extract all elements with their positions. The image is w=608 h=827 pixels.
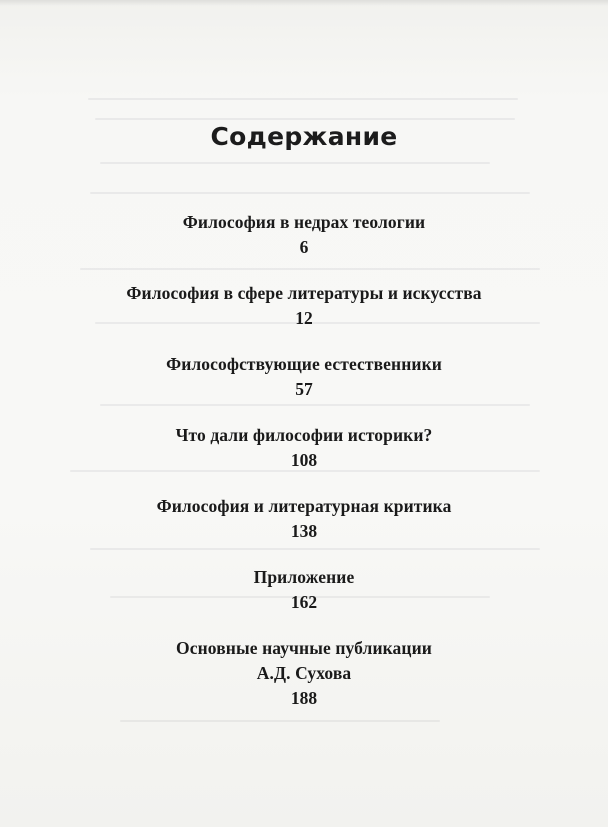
toc-entry-title: Философия в сфере литературы и искусства (126, 283, 482, 303)
toc-entry (0, 210, 608, 260)
toc-entry-subtitle: А.Д. Сухова (256, 663, 352, 683)
toc-entry (0, 636, 608, 711)
bleed-through-line (88, 98, 518, 100)
toc-entry-title: Философствующие естественники (166, 354, 442, 374)
bleed-through-line (90, 192, 530, 194)
contents-heading: Содержание (210, 122, 398, 151)
toc-entry-page: 138 (290, 521, 318, 541)
table-of-contents (0, 210, 608, 732)
toc-entry (0, 494, 608, 544)
toc-entry-page: 162 (290, 592, 318, 612)
toc-entry (0, 423, 608, 473)
toc-entry-page: 108 (290, 450, 318, 470)
toc-entry-title: Что дали философии историки? (175, 425, 433, 445)
bleed-through-line (100, 162, 490, 164)
toc-entry-title: Приложение (253, 567, 355, 587)
toc-entry-page: 12 (295, 308, 313, 328)
toc-entry-page: 57 (295, 379, 313, 399)
toc-entry (0, 352, 608, 402)
toc-entry-page: 188 (290, 688, 318, 708)
toc-entry-title: Основные научные публикации (176, 638, 432, 658)
toc-entry-title: Философия и литературная критика (156, 496, 452, 516)
toc-entry-title: Философия в недрах теологии (182, 212, 426, 232)
toc-entry (0, 281, 608, 331)
toc-entry-page: 6 (299, 237, 309, 257)
bleed-through-line (95, 118, 515, 120)
toc-entry (0, 565, 608, 615)
page-top-edge (0, 0, 608, 6)
